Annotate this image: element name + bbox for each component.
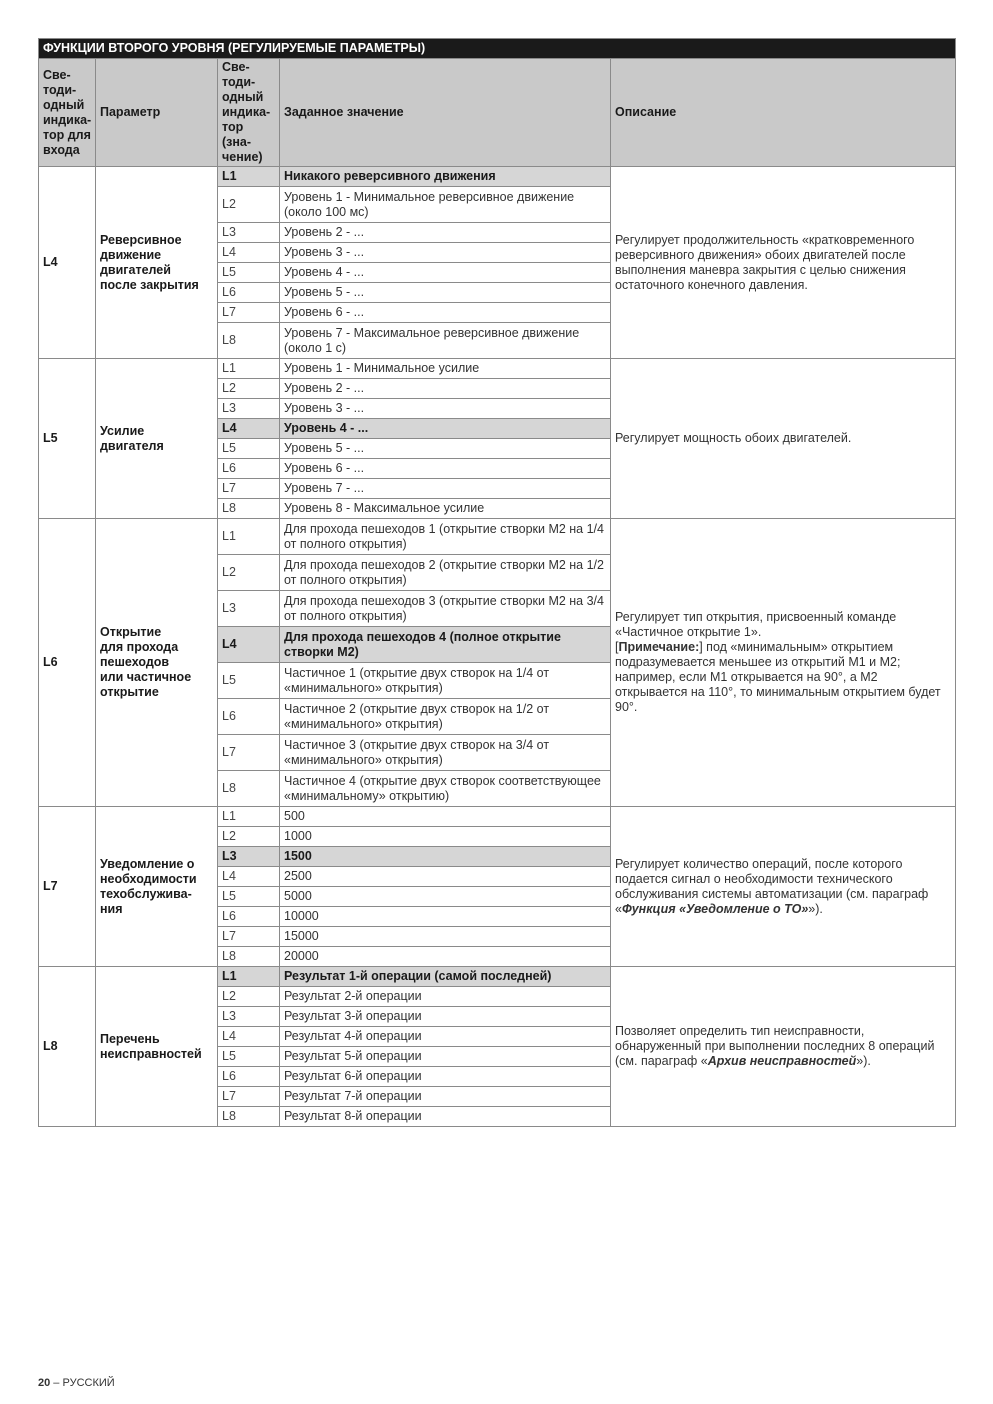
header-led-value: Све- тоди- одный индика- тор (зна- чение) [218,59,280,167]
description-reference: Архив неисправностей [707,1054,857,1068]
value-led-cell: L5 [218,887,280,907]
value-text-cell: 500 [280,807,611,827]
value-led-cell: L5 [218,1047,280,1067]
header-description: Описание [611,59,956,167]
value-led-cell: L8 [218,323,280,359]
value-text-cell: Уровень 5 - ... [280,283,611,303]
value-text-cell: Уровень 3 - ... [280,399,611,419]
value-text-cell: Результат 1-й операции (самой последней) [280,967,611,987]
value-led-cell: L5 [218,439,280,459]
value-led-cell: L2 [218,379,280,399]
value-led-cell: L3 [218,223,280,243]
input-led-cell: L8 [39,967,96,1127]
description-text: Регулирует тип открытия, присвоенный команде «Частичное открытие 1». [615,610,897,639]
parameter-name-cell: Усилие двигателя [96,359,218,519]
value-led-cell: L4 [218,627,280,663]
value-text-cell: Результат 3-й операции [280,1007,611,1027]
value-text-cell: Уровень 7 - ... [280,479,611,499]
value-text-cell: Уровень 7 - Максимальное реверсивное движение (около 1 с) [280,323,611,359]
input-led-cell: L5 [39,359,96,519]
table-row [39,967,956,987]
description-note [615,640,951,715]
value-text-cell: Никакого реверсивного движения [280,167,611,187]
value-led-cell: L6 [218,1067,280,1087]
value-led-cell: L6 [218,459,280,479]
page-footer [38,1377,115,1389]
value-led-cell: L7 [218,303,280,323]
value-text-cell: Уровень 5 - ... [280,439,611,459]
value-text-cell: 15000 [280,927,611,947]
value-led-cell: L1 [218,519,280,555]
description-text-end: »). [808,901,823,916]
value-led-cell: L4 [218,243,280,263]
value-text-cell: Результат 4-й операции [280,1027,611,1047]
description-text: Позволяет определить тип неисправности, обнаруженный при выполнении последних 8 операций (см. параграф « [615,1024,935,1068]
value-text-cell: Уровень 3 - ... [280,243,611,263]
value-text-cell: Уровень 4 - ... [280,263,611,283]
value-text-cell: Результат 2-й операции [280,987,611,1007]
parameter-name-cell: Открытие для прохода пешеходов или частичное открытие [96,519,218,807]
input-led-cell: L4 [39,167,96,359]
parameter-name-cell: Перечень неисправностей [96,967,218,1127]
value-led-cell: L3 [218,591,280,627]
value-led-cell: L8 [218,947,280,967]
value-text-cell: Результат 6-й операции [280,1067,611,1087]
description-cell: Регулирует продолжительность «кратковременного реверсивного движения» обоих двигателей после выполнения маневра закрытия с целью снижения остаточного конечного давления. [611,167,956,359]
note-label: Примечание: [618,640,700,654]
value-text-cell: Для прохода пешеходов 1 (открытие створки М2 на 1/4 от полного открытия) [280,519,611,555]
value-led-cell: L1 [218,167,280,187]
value-led-cell: L8 [218,499,280,519]
description-text-end: »). [856,1054,871,1068]
value-text-cell: Уровень 4 - ... [280,419,611,439]
value-text-cell: Результат 5-й операции [280,1047,611,1067]
value-led-cell: L6 [218,699,280,735]
value-text-cell: Уровень 1 - Минимальное реверсивное движение (около 100 мс) [280,187,611,223]
table-row [39,359,956,379]
table-title: ФУНКЦИИ ВТОРОГО УРОВНЯ (РЕГУЛИРУЕМЫЕ ПАРАМЕТРЫ) [39,39,956,59]
value-led-cell: L7 [218,927,280,947]
value-text-cell: Результат 8-й операции [280,1107,611,1127]
page-number: 20 [38,1377,51,1389]
note-text: ] под «минимальным» открытием подразумевается меньшее из открытий М1 и М2; например, если М1 открывается на 90°, а М2 открывается на 110°, то минимальным открытием будет 90°. [615,640,941,714]
value-text-cell: 20000 [280,947,611,967]
value-led-cell: L7 [218,735,280,771]
parameter-name-cell: Уведомление о необходимости техобслужива- ния [96,807,218,967]
value-text-cell: Уровень 2 - ... [280,379,611,399]
value-text-cell: 2500 [280,867,611,887]
value-led-cell: L3 [218,847,280,867]
value-led-cell: L2 [218,987,280,1007]
table-body [39,167,956,1127]
header-value: Заданное значение [280,59,611,167]
value-text-cell: Уровень 6 - ... [280,459,611,479]
value-led-cell: L6 [218,283,280,303]
table-row [39,167,956,187]
value-led-cell: L1 [218,967,280,987]
value-led-cell: L6 [218,907,280,927]
value-led-cell: L1 [218,359,280,379]
value-text-cell: Для прохода пешеходов 2 (открытие створки М2 на 1/2 от полного открытия) [280,555,611,591]
parameter-name-cell: Реверсивное движение двигателей после закрытия [96,167,218,359]
table-row [39,807,956,827]
parameters-table-container [38,38,955,1127]
value-text-cell: Частичное 4 (открытие двух створок соответствующее «минимальному» открытию) [280,771,611,807]
value-text-cell: Частичное 1 (открытие двух створок на 1/4 от «минимального» открытия) [280,663,611,699]
value-text-cell: Уровень 1 - Минимальное усилие [280,359,611,379]
footer-language: РУССКИЙ [62,1377,115,1389]
value-led-cell: L4 [218,867,280,887]
description-reference: Функция «Уведомление о ТО» [621,901,809,916]
value-text-cell: Результат 7-й операции [280,1087,611,1107]
value-led-cell: L1 [218,807,280,827]
value-led-cell: L4 [218,1027,280,1047]
value-text-cell: 5000 [280,887,611,907]
description-cell [611,519,956,807]
value-led-cell: L3 [218,1007,280,1027]
footer-separator: – [50,1377,63,1389]
value-text-cell: Уровень 6 - ... [280,303,611,323]
value-text-cell: 1500 [280,847,611,867]
value-led-cell: L2 [218,827,280,847]
table-row [39,519,956,555]
value-led-cell: L7 [218,1087,280,1107]
value-text-cell: Для прохода пешеходов 4 (полное открытие створки М2) [280,627,611,663]
header-led-input: Све- тоди- одный индика- тор для входа [39,59,96,167]
header-parameter: Параметр [96,59,218,167]
value-led-cell: L5 [218,263,280,283]
value-led-cell: L2 [218,187,280,223]
description-cell: Регулирует мощность обоих двигателей. [611,359,956,519]
value-led-cell: L8 [218,1107,280,1127]
input-led-cell: L6 [39,519,96,807]
value-text-cell: 10000 [280,907,611,927]
value-text-cell: Уровень 8 - Максимальное усилие [280,499,611,519]
value-led-cell: L2 [218,555,280,591]
value-text-cell: 1000 [280,827,611,847]
value-text-cell: Для прохода пешеходов 3 (открытие створки М2 на 3/4 от полного открытия) [280,591,611,627]
input-led-cell: L7 [39,807,96,967]
value-led-cell: L4 [218,419,280,439]
value-text-cell: Уровень 2 - ... [280,223,611,243]
value-text-cell: Частичное 2 (открытие двух створок на 1/2 от «минимального» открытия) [280,699,611,735]
value-led-cell: L5 [218,663,280,699]
value-text-cell: Частичное 3 (открытие двух створок на 3/4 от «минимального» открытия) [280,735,611,771]
value-led-cell: L8 [218,771,280,807]
value-led-cell: L7 [218,479,280,499]
value-led-cell: L3 [218,399,280,419]
description-cell [611,807,956,967]
description-cell [611,967,956,1127]
parameters-table [38,38,956,1127]
note-bracket: [ [615,640,619,654]
description-text: Регулирует количество операций, после которого подается сигнал о необходимости технического обслуживания системы автоматизации (см. параграф « [615,856,929,916]
